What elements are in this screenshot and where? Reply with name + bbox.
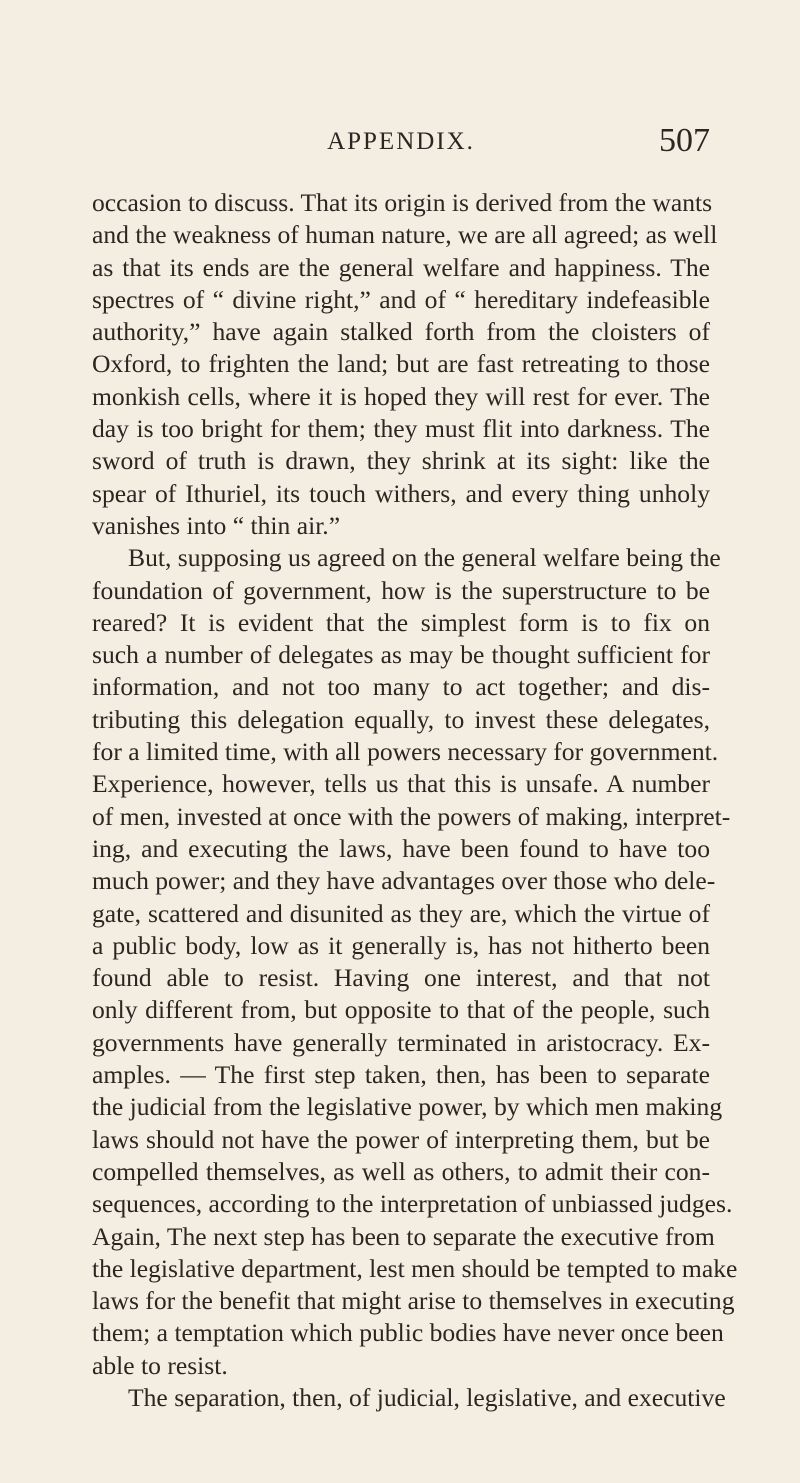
- text-line: foundation of government, how is the superstructure to be: [92, 575, 710, 605]
- text-line: Oxford, to frighten the land; but are fast retreating to those: [92, 349, 710, 379]
- text-line: the judicial from the legislative power, by which men making: [92, 1092, 723, 1122]
- text-line: the legislative department, lest men should be tempted to make: [92, 1253, 738, 1283]
- text-line: day is too bright for them; they must flit into darkness. The: [92, 414, 710, 444]
- text-line: tributing this delegation equally, to invest these delegates,: [92, 704, 710, 734]
- text-line: authority,” have again stalked forth from the cloisters of: [92, 317, 710, 347]
- text-line: found able to resist. Having one interest, and that not: [92, 963, 710, 993]
- text-line: But, supposing us agreed on the general welfare being the: [128, 543, 721, 573]
- text-line: spectres of “ divine right,” and of “ hereditary indefeasible: [92, 284, 710, 314]
- text-line: reared? It is evident that the simplest form is to fix on: [92, 607, 710, 637]
- text-line: occasion to discuss. That its origin is derived from the wants: [92, 188, 713, 217]
- text-line: able to resist.: [92, 1350, 228, 1380]
- text-line: gate, scattered and disunited as they are, which the virtue of: [92, 898, 710, 928]
- text-line: ing, and executing the laws, have been found to have too: [92, 833, 710, 863]
- text-line: vanishes into “ thin air.”: [92, 510, 341, 540]
- text-line: and the weakness of human nature, we are all agreed; as well: [92, 220, 718, 250]
- text-line: governments have generally terminated in aristocracy. Ex-: [92, 1027, 710, 1057]
- text-line: for a limited time, with all powers necessary for government.: [92, 737, 719, 767]
- text-line: amples. — The first step taken, then, has been to separate: [92, 1060, 710, 1090]
- text-line: Again, The next step has been to separate the executive from: [92, 1221, 715, 1251]
- text-line: spear of Ithuriel, its touch withers, and every thing unholy: [92, 478, 710, 508]
- text-line: sequences, according to the interpretation of unbiassed judges.: [92, 1189, 733, 1219]
- running-title: APPENDIX.: [327, 128, 475, 155]
- text-line: such a number of delegates as may be thought sufficient for: [92, 640, 710, 670]
- text-line: sword of truth is drawn, they shrink at its sight: like the: [92, 446, 710, 476]
- text-line: a public body, low as it generally is, has not hitherto been: [92, 930, 710, 960]
- paragraph-1: [92, 187, 718, 542]
- text-line: laws for the benefit that might arise to themselves in executing: [92, 1286, 735, 1316]
- text-line: laws should not have the power of interpreting them, but be: [92, 1124, 710, 1154]
- text-line: only different from, but opposite to that of the people, such: [92, 995, 710, 1025]
- text-line: of men, invested at once with the powers of making, interpret-: [92, 801, 731, 831]
- body-text: [92, 187, 738, 1414]
- text-line: The separation, then, of judicial, legislative, and executive: [128, 1382, 726, 1412]
- text-line: Experience, however, tells us that this is unsafe. A number: [92, 769, 710, 799]
- text-line: information, and not too many to act together; and dis-: [92, 672, 710, 702]
- paragraph-3: [92, 1382, 726, 1414]
- text-line: them; a temptation which public bodies have never once been: [92, 1318, 724, 1348]
- paragraph-2: [92, 542, 738, 1382]
- text-line: much power; and they have advantages over those who dele-: [92, 866, 716, 896]
- running-head: [92, 122, 710, 168]
- text-line: as that its ends are the general welfare and happiness. The: [92, 252, 710, 282]
- text-line: compelled themselves, as well as others, to admit their con-: [92, 1156, 710, 1186]
- text-line: monkish cells, where it is hoped they will rest for ever. The: [92, 381, 710, 411]
- page-number: 507: [659, 122, 710, 159]
